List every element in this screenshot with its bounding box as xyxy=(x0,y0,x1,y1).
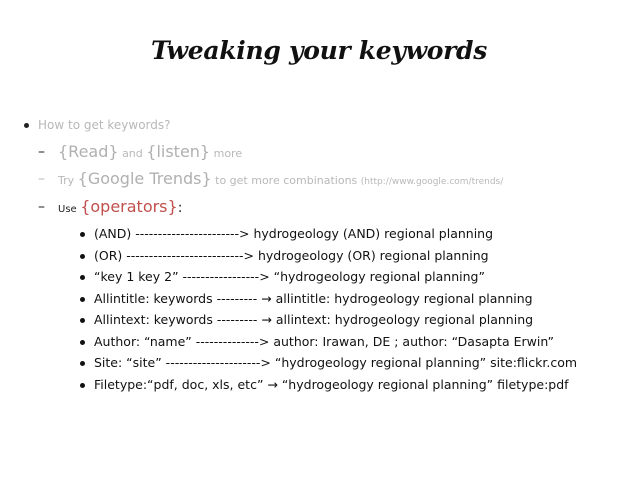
operator-text: Allintext: keywords --------- → allintext: hydrogeology regional planning xyxy=(94,312,534,327)
bullet-dot xyxy=(24,123,29,128)
bullet-dot xyxy=(80,275,85,280)
use-word: Use xyxy=(58,204,77,215)
sub-bullet-google-trends xyxy=(38,166,620,192)
operator-text: Allintitle: keywords --------- → allintitle: hydrogeology regional planning xyxy=(94,290,533,306)
bullet-dot xyxy=(80,340,85,345)
operator-text: (OR) --------------------------> hydrogeology (OR) regional planning xyxy=(94,247,489,263)
slide-content xyxy=(20,112,620,395)
slide-title: Tweaking your keywords xyxy=(151,36,487,65)
operators-colon: : xyxy=(177,200,183,216)
operator-item xyxy=(78,309,620,331)
bullet-dot xyxy=(80,383,85,388)
operator-item xyxy=(78,266,620,288)
read-word: {Read} xyxy=(58,142,119,161)
bullet-text: How to get keywords? xyxy=(38,118,171,132)
operators-word: {operators} xyxy=(80,197,178,216)
operator-item xyxy=(78,223,620,245)
dash-marker: – xyxy=(38,199,45,215)
operator-item xyxy=(78,331,620,353)
operator-item xyxy=(78,352,620,374)
bullet-dot xyxy=(80,361,85,366)
operator-text: Site: “site” ---------------------> “hydrogeology regional planning” site:flickr.com xyxy=(94,355,578,370)
operators-list xyxy=(78,223,620,395)
bullet-dot xyxy=(80,297,85,302)
operator-text: “key 1 key 2” -----------------> “hydrogeology regional planning” xyxy=(94,269,485,284)
try-word: Try xyxy=(58,174,75,187)
bullet-dot xyxy=(80,254,85,259)
trends-rest-text: to get more combinations xyxy=(215,174,358,187)
and-word: and xyxy=(122,147,143,160)
more-word: more xyxy=(213,147,243,160)
sub-bullet-read-listen xyxy=(38,138,620,166)
operator-item xyxy=(78,245,620,267)
operator-text: Filetype:“pdf, doc, xls, etc” → “hydrogeology regional planning” filetype:pdf xyxy=(94,376,569,392)
bullet-dot xyxy=(80,318,85,323)
operator-text: Author: “name” --------------> author: Irawan, DE ; author: “Dasapta Erwin” xyxy=(94,333,555,349)
dash-marker: – xyxy=(38,171,45,187)
bullet-how-to-get-keywords xyxy=(20,112,620,138)
operator-item xyxy=(78,288,620,310)
sub-bullet-operators xyxy=(38,192,620,222)
google-trends-word: {Google Trends} xyxy=(77,169,212,188)
dash-marker: – xyxy=(38,144,45,160)
google-trends-url: (http://www.google.com/trends/ xyxy=(360,177,504,187)
listen-word: {listen} xyxy=(146,142,211,161)
operator-item xyxy=(78,374,620,396)
operator-text: (AND) -----------------------> hydrogeology (AND) regional planning xyxy=(94,226,494,241)
bullet-dot xyxy=(80,232,85,237)
